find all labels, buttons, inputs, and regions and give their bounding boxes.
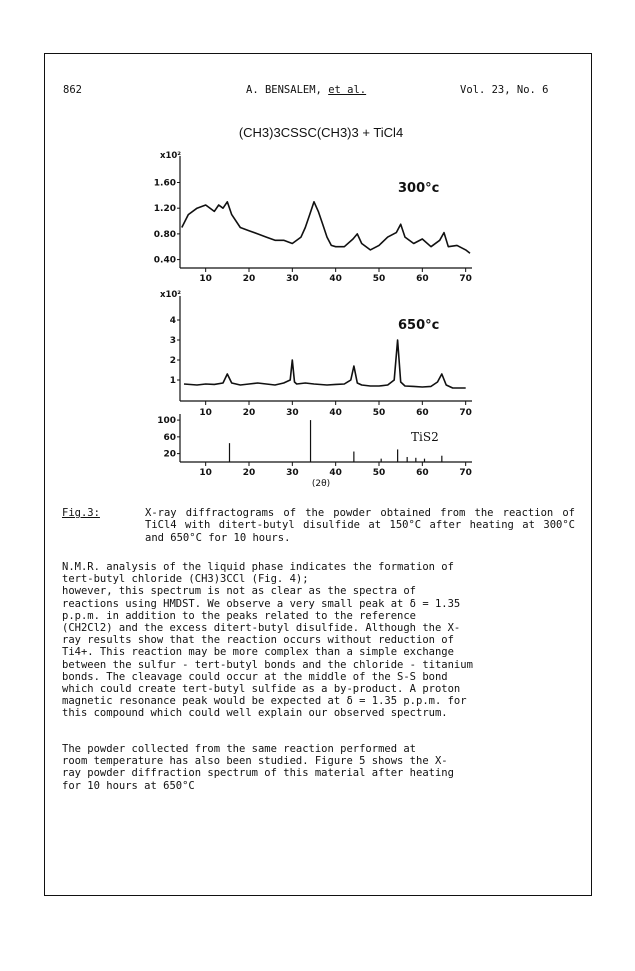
panel3-x-tick-label: 60 (416, 468, 429, 478)
panel2-y-tick-label: 4 (169, 316, 176, 326)
panel1-y-multiplier: x10² (160, 151, 182, 161)
panel2-y-tick-label: 1 (169, 376, 176, 386)
panel3-x-axis-label: (2θ) (311, 479, 331, 489)
panel3-x-tick-label: 70 (459, 468, 472, 478)
panel2-label: 650°c (398, 318, 440, 333)
panel1-y-tick-label: 0.40 (153, 255, 176, 266)
panel2-x-tick-label: 70 (459, 408, 472, 418)
panel1-x-tick-label: 50 (372, 274, 386, 284)
page-number: 862 (63, 84, 82, 96)
panel1-y-tick-label: 1.60 (153, 178, 176, 189)
panel3-label: TiS2 (411, 430, 439, 444)
panel1-x-tick-label: 40 (329, 274, 342, 284)
panel3-x-tick-label: 50 (372, 468, 386, 478)
panel2-x-tick-label: 60 (416, 408, 429, 418)
volume-issue: Vol. 23, No. 6 (460, 84, 549, 96)
panel2-y-multiplier: x10² (160, 290, 182, 300)
caption-label: Fig.3: (62, 507, 100, 519)
panel1-label: 300°c (398, 181, 440, 196)
panel1-x-tick-label: 20 (242, 274, 256, 284)
panel2-y-tick-label: 3 (169, 336, 176, 346)
panel2-y-tick-label: 2 (169, 356, 176, 366)
body-paragraph-powder: The powder collected from the same reaction performed at room temperature has also been studied. Figure 5 shows the X- ray powder diffraction spectrum of this material after heating for 10 hours at 650°C (62, 743, 454, 792)
panel2-x-tick-label: 10 (199, 408, 212, 418)
panel2-x-tick-label: 30 (286, 408, 299, 418)
panel1-x-tick-label: 10 (199, 274, 212, 284)
author-name: A. BENSALEM, (246, 84, 322, 96)
panel3-y-tick-label: 60 (163, 432, 176, 443)
panel1-y-tick-label: 0.80 (153, 229, 176, 240)
caption-text: X-ray diffractograms of the powder obtained from the reaction of TiCl4 with ditert-butyl disulfide at 150°C after heating at 300°C and 650°C for 10 hours. (145, 507, 575, 544)
panel1-x-tick-label: 60 (416, 274, 429, 284)
panel1-diffractogram-line (182, 202, 470, 253)
panel2-x-tick-label: 50 (372, 408, 386, 418)
body-paragraph-nmr: N.M.R. analysis of the liquid phase indicates the formation of tert-butyl chloride (CH3)3CCl (Fig. 4); however, this spectrum is not as clear as the spectra of reactions using HMDST. We observe a very small peak at δ = 1.35 p.p.m. in addition to the peaks related to the reference (CH2Cl2) and the excess ditert-butyl disulfide. Although the X- ray results show that the reaction occurs without reduction of Ti4+. This reaction may be more complex than a simple exchange between the sulfur - tert-butyl bonds and the chloride - titanium bonds. The cleavage could occur at the middle of the S-S bond which could create tert-butyl sulfide as a by-product. A proton magnetic resonance peak would be expected at δ = 1.35 p.p.m. for this compound which could well explain our observed spectrum. (62, 561, 473, 720)
panel2-x-tick-label: 20 (242, 408, 256, 418)
panel3-x-tick-label: 30 (286, 468, 299, 478)
panel2-diffractogram-line (184, 340, 466, 388)
panel1-x-tick-label: 30 (286, 274, 299, 284)
panel1-x-tick-label: 70 (459, 274, 472, 284)
panel3-y-tick-label: 20 (163, 449, 176, 460)
panel2-x-tick-label: 40 (329, 408, 342, 418)
reaction-title: (CH3)3CSSC(CH3)3 + TiCl4 (238, 125, 404, 140)
panel3-x-tick-label: 20 (242, 468, 256, 478)
panel3-y-tick-label: 100 (157, 416, 176, 427)
panel1-y-tick-label: 1.20 (153, 204, 176, 215)
author-etal: et al. (328, 84, 367, 96)
panel3-x-tick-label: 10 (199, 468, 212, 478)
panel3-x-tick-label: 40 (329, 468, 342, 478)
